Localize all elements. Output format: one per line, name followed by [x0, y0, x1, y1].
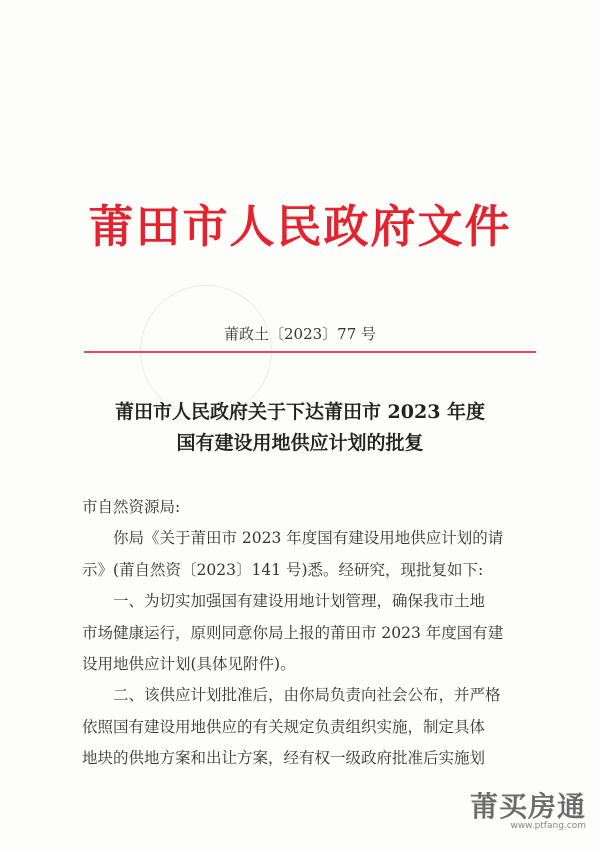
reply-title-line-1: 莆田市人民政府关于下达莆田市 2023 年度	[114, 401, 486, 423]
body-line: 市场健康运行，原则同意你局上报的莆田市 2023 年度国有建	[82, 623, 504, 642]
document-body	[82, 492, 540, 775]
body-line: 地块的供地方案和出让方案，经有权一级政府批准后实施划	[82, 749, 486, 768]
document-number: 莆政土〔2023〕77 号	[223, 325, 377, 343]
watermark-logo-text: 莆买房通	[469, 790, 586, 823]
red-divider-line	[84, 351, 536, 353]
issuing-authority-header: 莆田市人民政府文件	[88, 200, 512, 253]
site-watermark	[470, 785, 586, 831]
reply-title-line-2: 国有建设用地供应计划的批复	[176, 432, 424, 454]
reply-title	[0, 397, 600, 459]
body-line: 依照国有建设用地供应的有关规定负责组织实施，制定具体	[82, 717, 486, 736]
body-line: 你局《关于莆田市 2023 年度国有建设用地供应计划的请	[113, 529, 504, 548]
body-line: 二、该供应计划批准后，由你局负责向社会公布，并严格	[113, 686, 501, 705]
watermark-url: www.ptfang.com	[510, 821, 586, 831]
body-line: 示》(莆自然资〔2023〕141 号)悉。经研究，现批复如下:	[82, 560, 484, 579]
body-line: 一、为切实加强国有建设用地计划管理，确保我市土地	[113, 592, 486, 611]
body-line: 设用地供应计划(具体见附件)。	[82, 655, 296, 674]
salutation: 市自然资源局:	[82, 498, 181, 516]
